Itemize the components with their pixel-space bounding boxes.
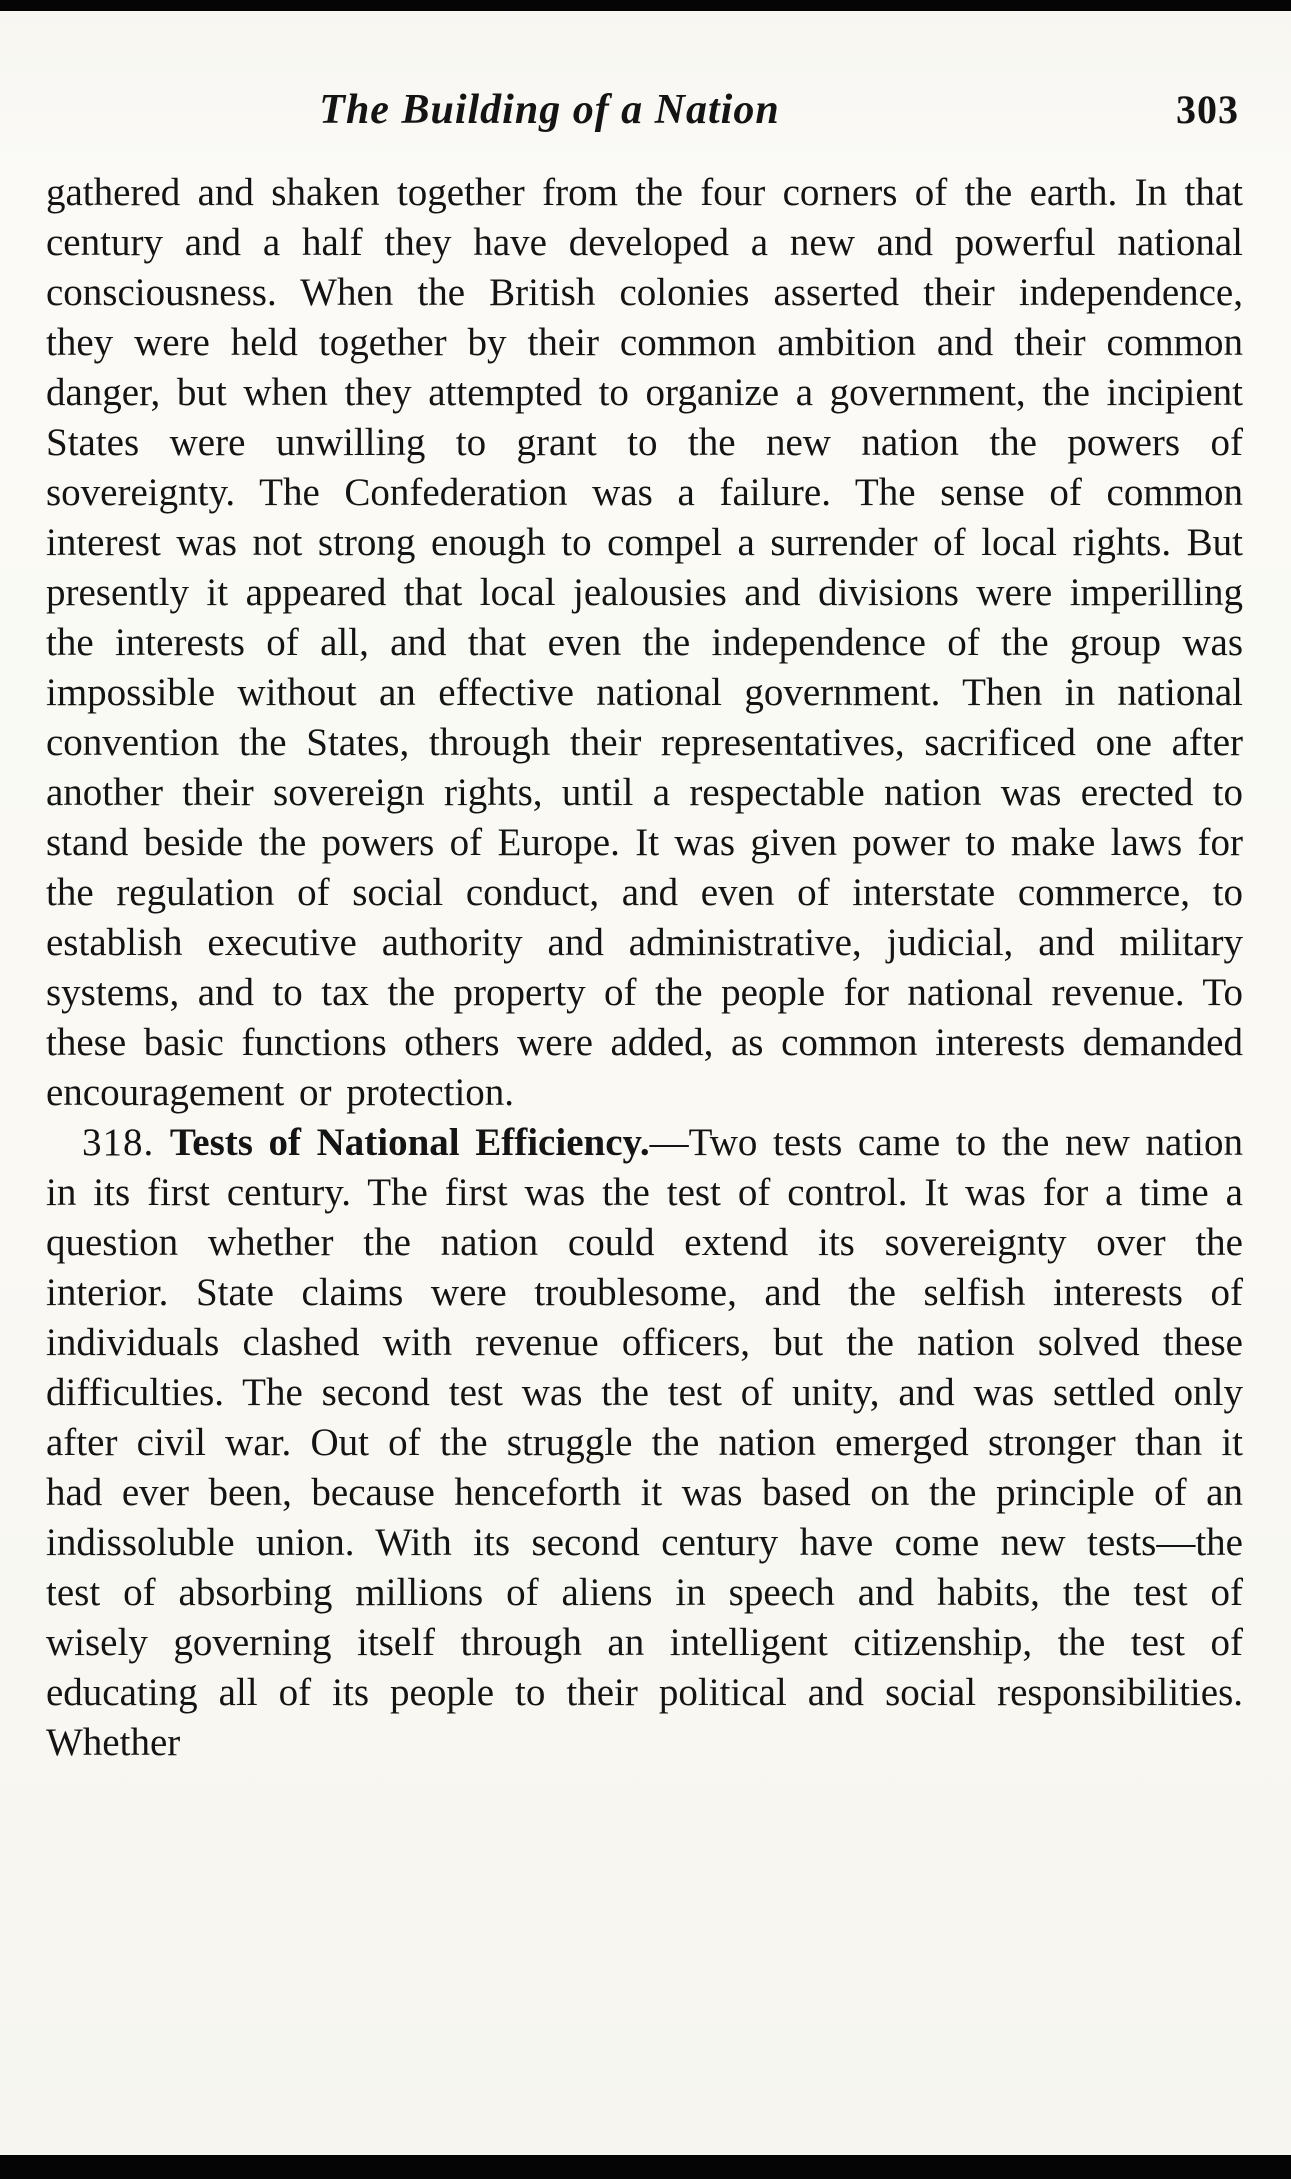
section-heading: Tests of National Efficiency.: [169, 1121, 650, 1164]
body-text: [46, 168, 1243, 1768]
scan-edge-bottom: [0, 2155, 1291, 2179]
section-number: 318.: [82, 1121, 155, 1164]
page-number: 303: [1176, 87, 1239, 132]
paragraph-1: [46, 168, 1243, 1118]
page-content: [46, 86, 1243, 1768]
scan-edge-top: [0, 0, 1291, 11]
running-title: The Building of a Nation: [319, 87, 780, 133]
page-header: [46, 86, 1243, 144]
paragraph-1-text: gathered and shaken together from the four corners of the earth. In that century and a half they have developed a new and powerful national consciousness. When the British colonies asserted their independence, they were held together by their common ambition and their common danger, but when they attempted to organize a government, the incipient States were unwilling to grant to the new nation the powers of sovereignty. The Confederation was a failure. The sense of common interest was not strong enough to compel a surrender of local rights. But presently it appeared that local jealousies and divisions were imperilling the interests of all, and that even the independence of the group was impossible without an effective national government. Then in national convention the States, through their representatives, sacrificed one after another their sovereign rights, until a respectable nation was erected to stand beside the powers of Europe. It was given power to make laws for the regulation of social conduct, and even of interstate commerce, to establish executive authority and administrative, judicial, and military systems, and to tax the property of the people for national revenue. To these basic functions others were added, as common interests demanded encouragement or protection.: [46, 171, 1243, 1114]
paragraph-2: [46, 1118, 1243, 1768]
paragraph-2-text: —Two tests came to the new nation in its first century. The first was the test of control. It was for a time a question whether the nation could extend its sovereignty over the interior. State claims were troublesome, and the selfish interests of individuals clashed with revenue officers, but the nation solved these difficulties. The second test was the test of unity, and was settled only after civil war. Out of the struggle the nation emerged stronger than it had ever been, because henceforth it was based on the principle of an indissoluble union. With its second century have come new tests—the test of absorbing millions of aliens in speech and habits, the test of wisely governing itself through an intelligent citizenship, the test of educating all of its people to their political and social responsibilities. Whether: [46, 1121, 1244, 1764]
